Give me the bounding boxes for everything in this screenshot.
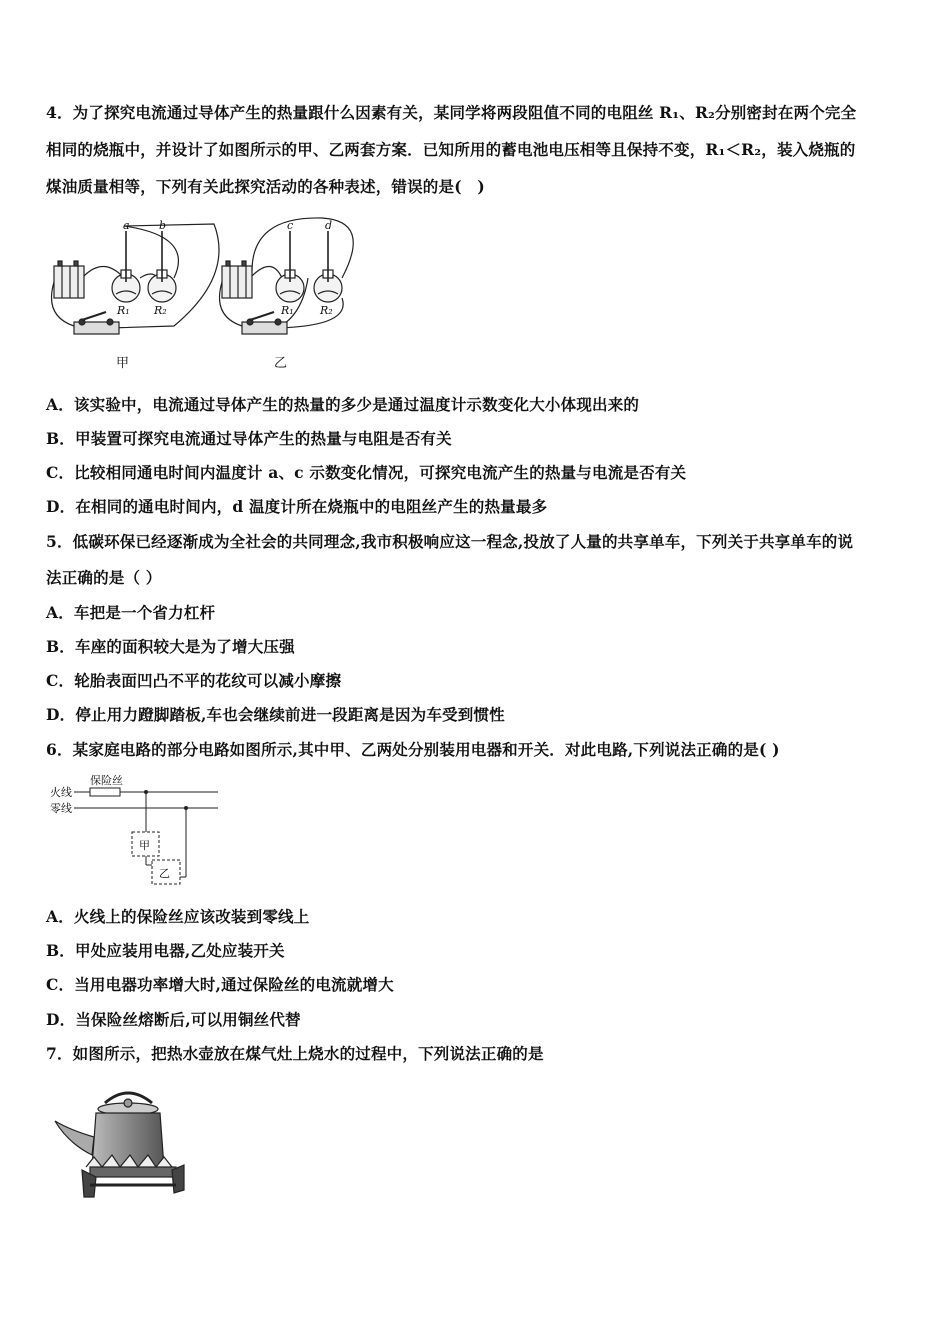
label-a: a [123,219,130,232]
q5-stem-line1: 5．低碳环保已经逐渐成为全社会的共同理念,我市积极响应这一程念,投放了人量的共享单车，下列关于共享单车的说 [46,532,854,551]
q6-stem: 6．某家庭电路的部分电路如图所示,其中甲、乙两处分别装用电器和开关．对此电路,下列说法正确的是( ) [46,740,780,759]
label-r2-yi: R₂ [320,304,333,317]
q4-option-c: C．比较相同通电时间内温度计 a、c 示数变化情况，可探究电流产生的热量与电流是否有关 [46,463,687,482]
label-d: d [325,219,333,232]
label-neutral-wire: 零线 [50,802,72,815]
caption-jia: 甲 [116,356,130,371]
q4-option-d: D．在相同的通电时间内，d 温度计所在烧瓶中的电阻丝产生的热量最多 [46,497,548,516]
label-live-wire: 火线 [50,786,72,799]
label-yi: 乙 [159,867,170,880]
label-fuse: 保险丝 [90,774,123,787]
q4-option-a: A．该实验中，电流通过导体产生的热量的多少是通过温度计示数变化大小体现出来的 [46,395,640,414]
circuit-jia [52,224,220,334]
q6-option-a: A．火线上的保险丝应该改装到零线上 [46,907,310,926]
q6-house-circuit-figure [50,772,225,887]
q4-stem-line1: 4．为了探究电流通过导体产生的热量跟什么因素有关，某同学将两段阻值不同的电阻丝 R₁、R₂分别密封在两个完全 [46,103,857,122]
q4-option-b: B．甲装置可探究电流通过导体产生的热量与电阻是否有关 [46,429,452,448]
label-r2-jia: R₂ [154,304,167,317]
q5-option-c: C．轮胎表面凹凸不平的花纹可以减小摩擦 [46,671,342,690]
label-c: c [287,219,294,232]
q5-option-a: A．车把是一个省力杠杆 [46,603,216,622]
q5-stem-line2: 法正确的是（ ） [46,568,162,587]
q4-circuit-figure [44,216,354,376]
q7-stem: 7．如图所示，把热水壶放在煤气灶上烧水的过程中，下列说法正确的是 [46,1044,544,1063]
q6-option-d: D．当保险丝熔断后,可以用铜丝代替 [46,1010,301,1029]
label-b: b [159,219,167,232]
q7-kettle-figure [50,1085,190,1203]
label-r1-jia: R₁ [117,304,130,317]
caption-yi: 乙 [274,356,288,371]
q4-stem-line2: 相同的烧瓶中，并设计了如图所示的甲、乙两套方案．已知所用的蓄电池电压相等且保持不变，R₁＜R₂，装入烧瓶的 [46,140,856,159]
label-r1-yi: R₁ [281,304,294,317]
q6-option-b: B．甲处应装用电器,乙处应装开关 [46,941,285,960]
q5-option-b: B．车座的面积较大是为了增大压强 [46,637,295,656]
q6-option-c: C．当用电器功率增大时,通过保险丝的电流就增大 [46,975,394,994]
q5-option-d: D．停止用力蹬脚踏板,车也会继续前进一段距离是因为车受到惯性 [46,705,505,724]
q4-stem-line3: 煤油质量相等，下列有关此探究活动的各种表述，错误的是( ) [46,177,485,196]
label-jia: 甲 [139,839,150,852]
